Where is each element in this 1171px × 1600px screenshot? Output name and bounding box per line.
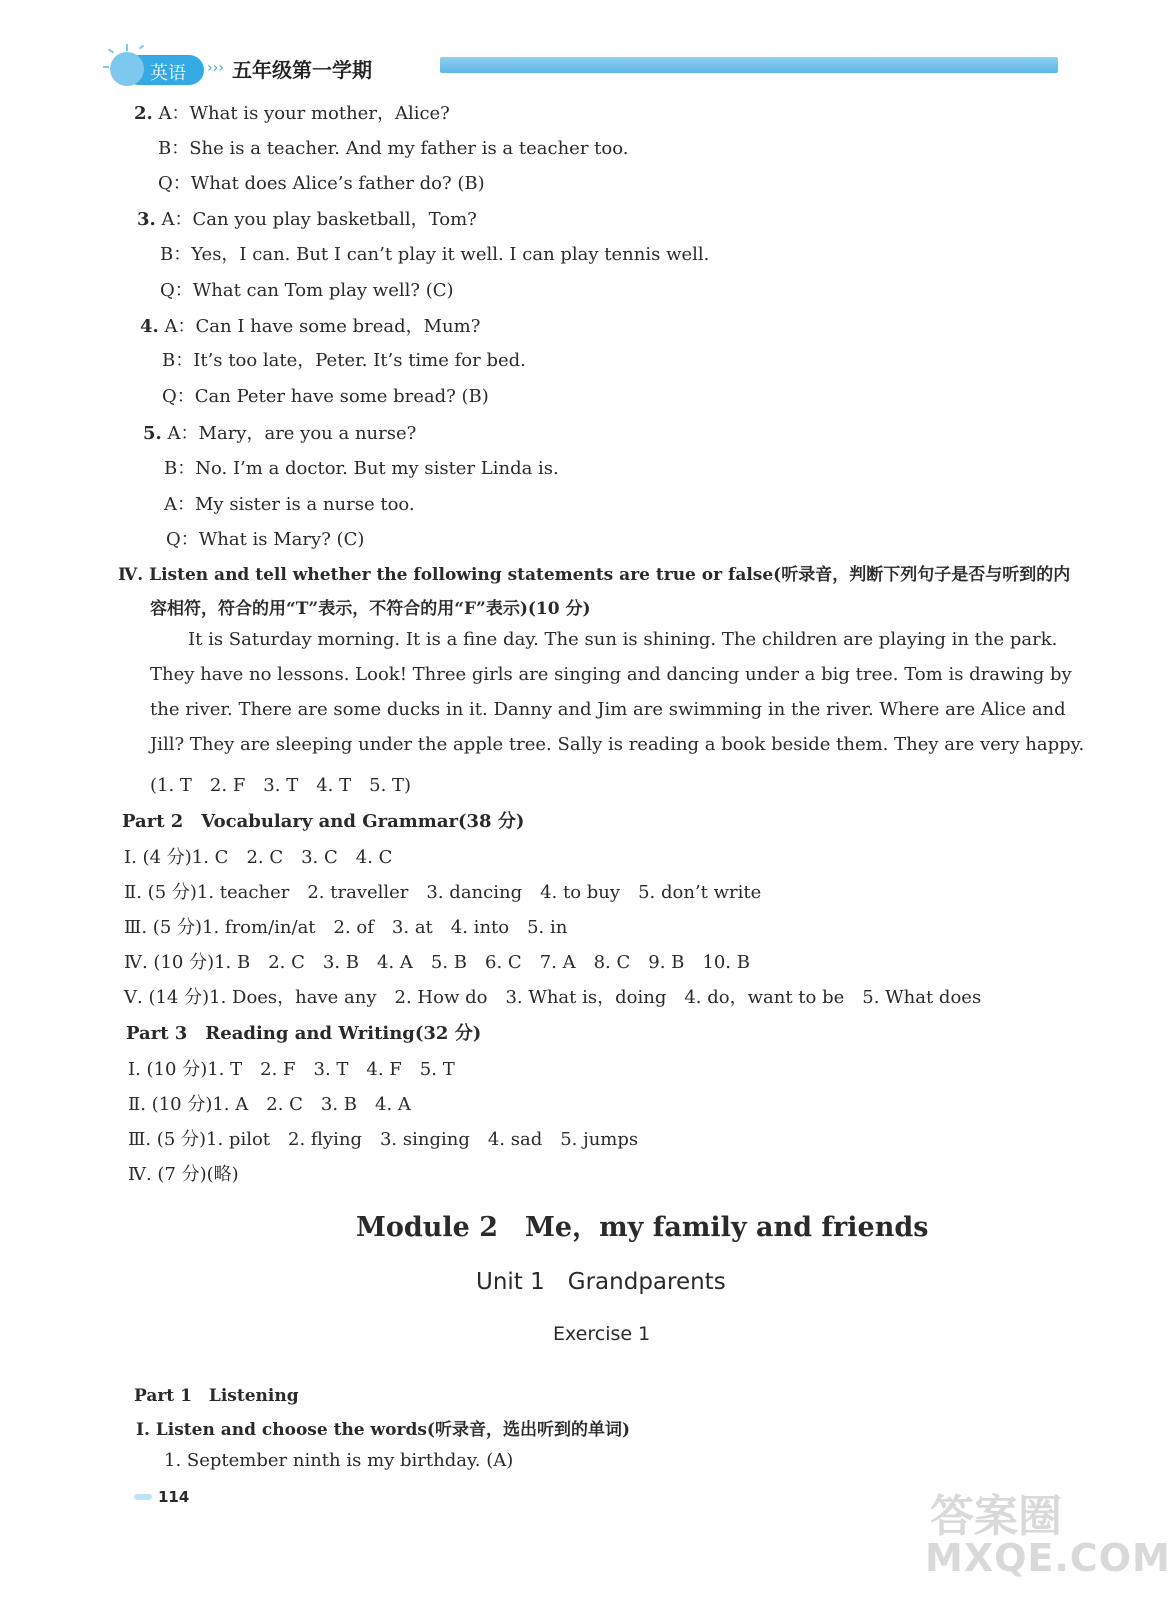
answer-row: Ⅲ. (5 分)1. pilot 2. flying 3. singing 4. sad 5. jumps: [128, 1129, 639, 1150]
answers: (1. T 2. F 3. T 4. T 5. T): [150, 775, 412, 796]
dialog-line: B：No. I’m a doctor. But my sister Linda is.: [164, 458, 559, 479]
part-title: Part 3 Reading and Writing(32 分): [126, 1023, 482, 1044]
dialog-line: A：My sister is a nurse too.: [164, 494, 415, 515]
module-title: Module 2 Me，my family and friends: [356, 1212, 929, 1243]
answer-row: Ⅳ. (7 分)(略): [128, 1164, 239, 1185]
passage-line: Jill? They are sleeping under the apple tree. Sally is reading a book beside them. They are very happy.: [150, 734, 1085, 755]
dialog-item: 2. A：What is your mother，Alice?: [134, 103, 450, 124]
watermark-text: MXQE.COM: [925, 1536, 1171, 1580]
passage-line: the river. There are some ducks in it. Danny and Jim are swimming in the river. Where are Alice and: [150, 699, 1066, 720]
dialog-question: Q：What can Tom play well? (C): [160, 280, 454, 301]
answer-row: Ⅴ. (14 分)1. Does，have any 2. How do 3. What is，doing 4. do，want to be 5. What does: [124, 987, 982, 1008]
answer-row: Ⅰ. (10 分)1. T 2. F 3. T 4. F 5. T: [128, 1059, 455, 1080]
dialog-question: Q：What does Alice’s father do? (B): [158, 173, 485, 194]
dialog-item: 5. A：Mary，are you a nurse?: [143, 423, 417, 444]
section-heading-cont: 容相符，符合的用“T”表示，不符合的用“F”表示)(10 分): [150, 599, 591, 619]
dialog-question: Q：What is Mary? (C): [166, 529, 365, 550]
answer-row: Ⅱ. (5 分)1. teacher 2. traveller 3. dancing 4. to buy 5. don’t write: [124, 882, 762, 903]
passage-line: It is Saturday morning. It is a fine day. The sun is shining. The children are playing in the park.: [188, 629, 1058, 650]
part-title: Part 1 Listening: [134, 1386, 299, 1406]
dialog-line: B：She is a teacher. And my father is a teacher too.: [158, 138, 629, 159]
part-title: Part 2 Vocabulary and Grammar(38 分): [122, 811, 525, 832]
dialog-line: B：Yes，I can. But I can’t play it well. I can play tennis well.: [160, 244, 710, 265]
answer-row: Ⅳ. (10 分)1. B 2. C 3. B 4. A 5. B 6. C 7. A 8. C 9. B 10. B: [124, 952, 750, 973]
answer-row: 1. September ninth is my birthday. (A): [164, 1450, 514, 1471]
unit-title: Unit 1 Grandparents: [476, 1269, 726, 1295]
answer-row: Ⅲ. (5 分)1. from/in/at 2. of 3. at 4. into 5. in: [124, 917, 568, 938]
dialog-item: 3. A：Can you play basketball，Tom?: [137, 209, 477, 230]
dialog-line: B：It’s too late，Peter. It’s time for bed.: [162, 350, 526, 371]
exercise-title: Exercise 1: [553, 1323, 651, 1345]
header-arrows: ›››: [207, 60, 224, 76]
page-number: 114: [158, 1488, 190, 1506]
passage-line: They have no lessons. Look! Three girls are singing and dancing under a big tree. Tom is drawing by: [150, 664, 1072, 685]
dialog-item: 4. A：Can I have some bread，Mum?: [140, 316, 481, 337]
watermark-logo: 答案圈: [930, 1491, 1062, 1542]
section-heading: Ⅰ. Listen and choose the words(听录音，选出听到的单词): [136, 1420, 631, 1440]
subject-label: 英语: [150, 63, 186, 84]
answer-row: Ⅰ. (4 分)1. C 2. C 3. C 4. C: [124, 847, 393, 868]
answer-row: Ⅱ. (10 分)1. A 2. C 3. B 4. A: [128, 1094, 411, 1115]
dialog-question: Q：Can Peter have some bread? (B): [162, 386, 489, 407]
header-bar: [440, 57, 1058, 73]
grade-title: 五年级第一学期: [232, 58, 372, 82]
header-sun-icon: [110, 52, 144, 86]
page-number-marker: [134, 1494, 152, 1500]
section-heading: Ⅳ. Listen and tell whether the following statements are true or false(听录音，判断下列句子是否与听到的内: [118, 565, 1071, 585]
